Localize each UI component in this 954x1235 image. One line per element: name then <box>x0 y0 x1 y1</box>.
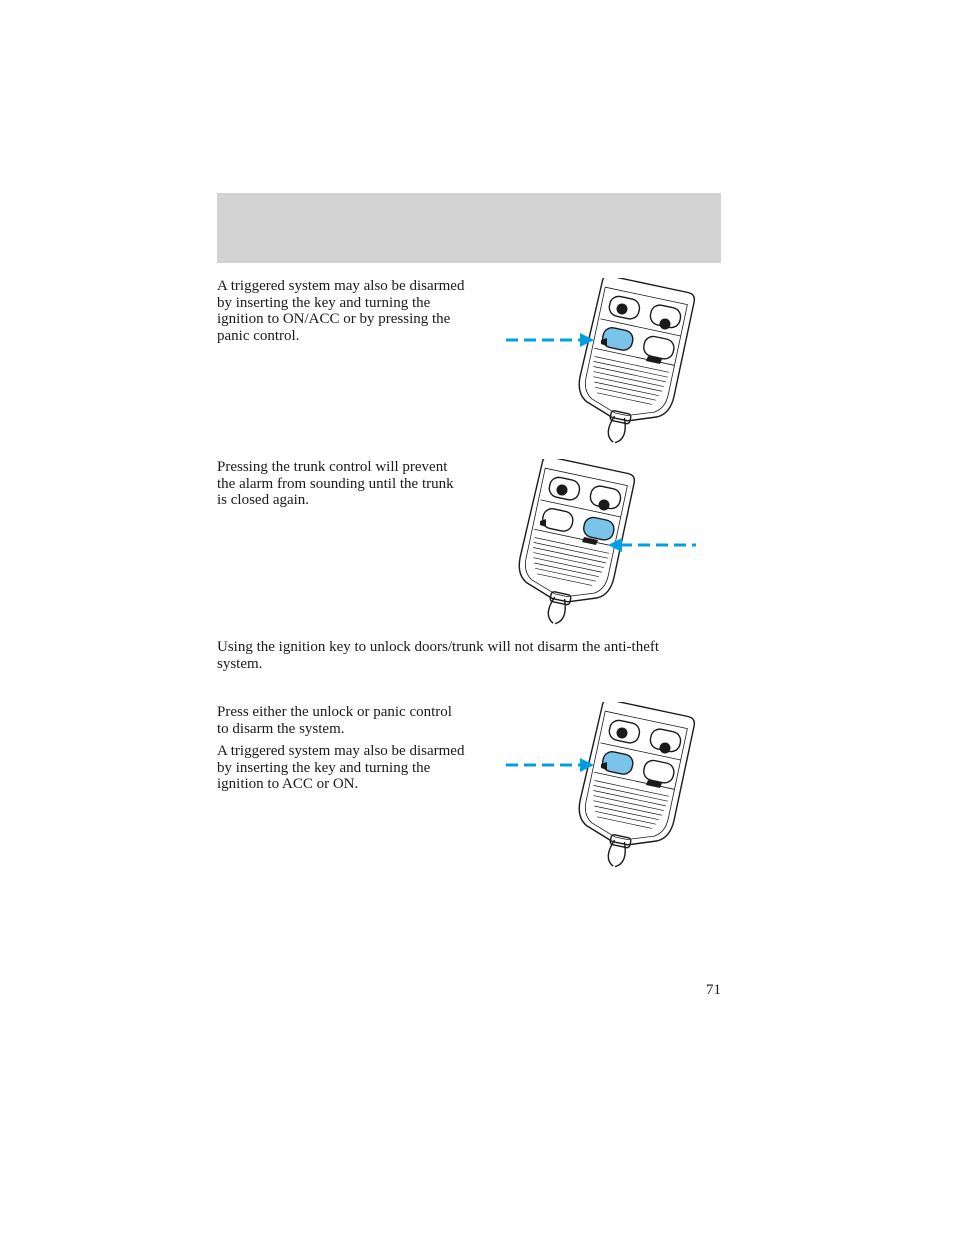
paragraph-triggered-disarm: A triggered system may also be disarmed by inserting the key and turning the ignition to ON/ACC or by pressing the panic control. <box>217 278 465 344</box>
paragraph-trunk-control: Pressing the trunk control will prevent the alarm from sounding until the trunk is closed again. <box>217 459 454 508</box>
keyfob-illustration-panic <box>500 278 700 448</box>
paragraph-press-unlock-panic: Press either the unlock or panic control to disarm the system. <box>217 704 452 737</box>
page-number: 71 <box>706 982 721 998</box>
paragraph-ignition-key: Using the ignition key to unlock doors/trunk will not disarm the anti-theft system. <box>217 639 660 672</box>
section-header-band <box>217 193 721 263</box>
keyfob-illustration-panic-2 <box>500 702 700 872</box>
keyfob-illustration-trunk <box>500 459 700 629</box>
paragraph-triggered-acc: A triggered system may also be disarmed by inserting the key and turning the ignition to ACC or ON. <box>217 743 465 792</box>
